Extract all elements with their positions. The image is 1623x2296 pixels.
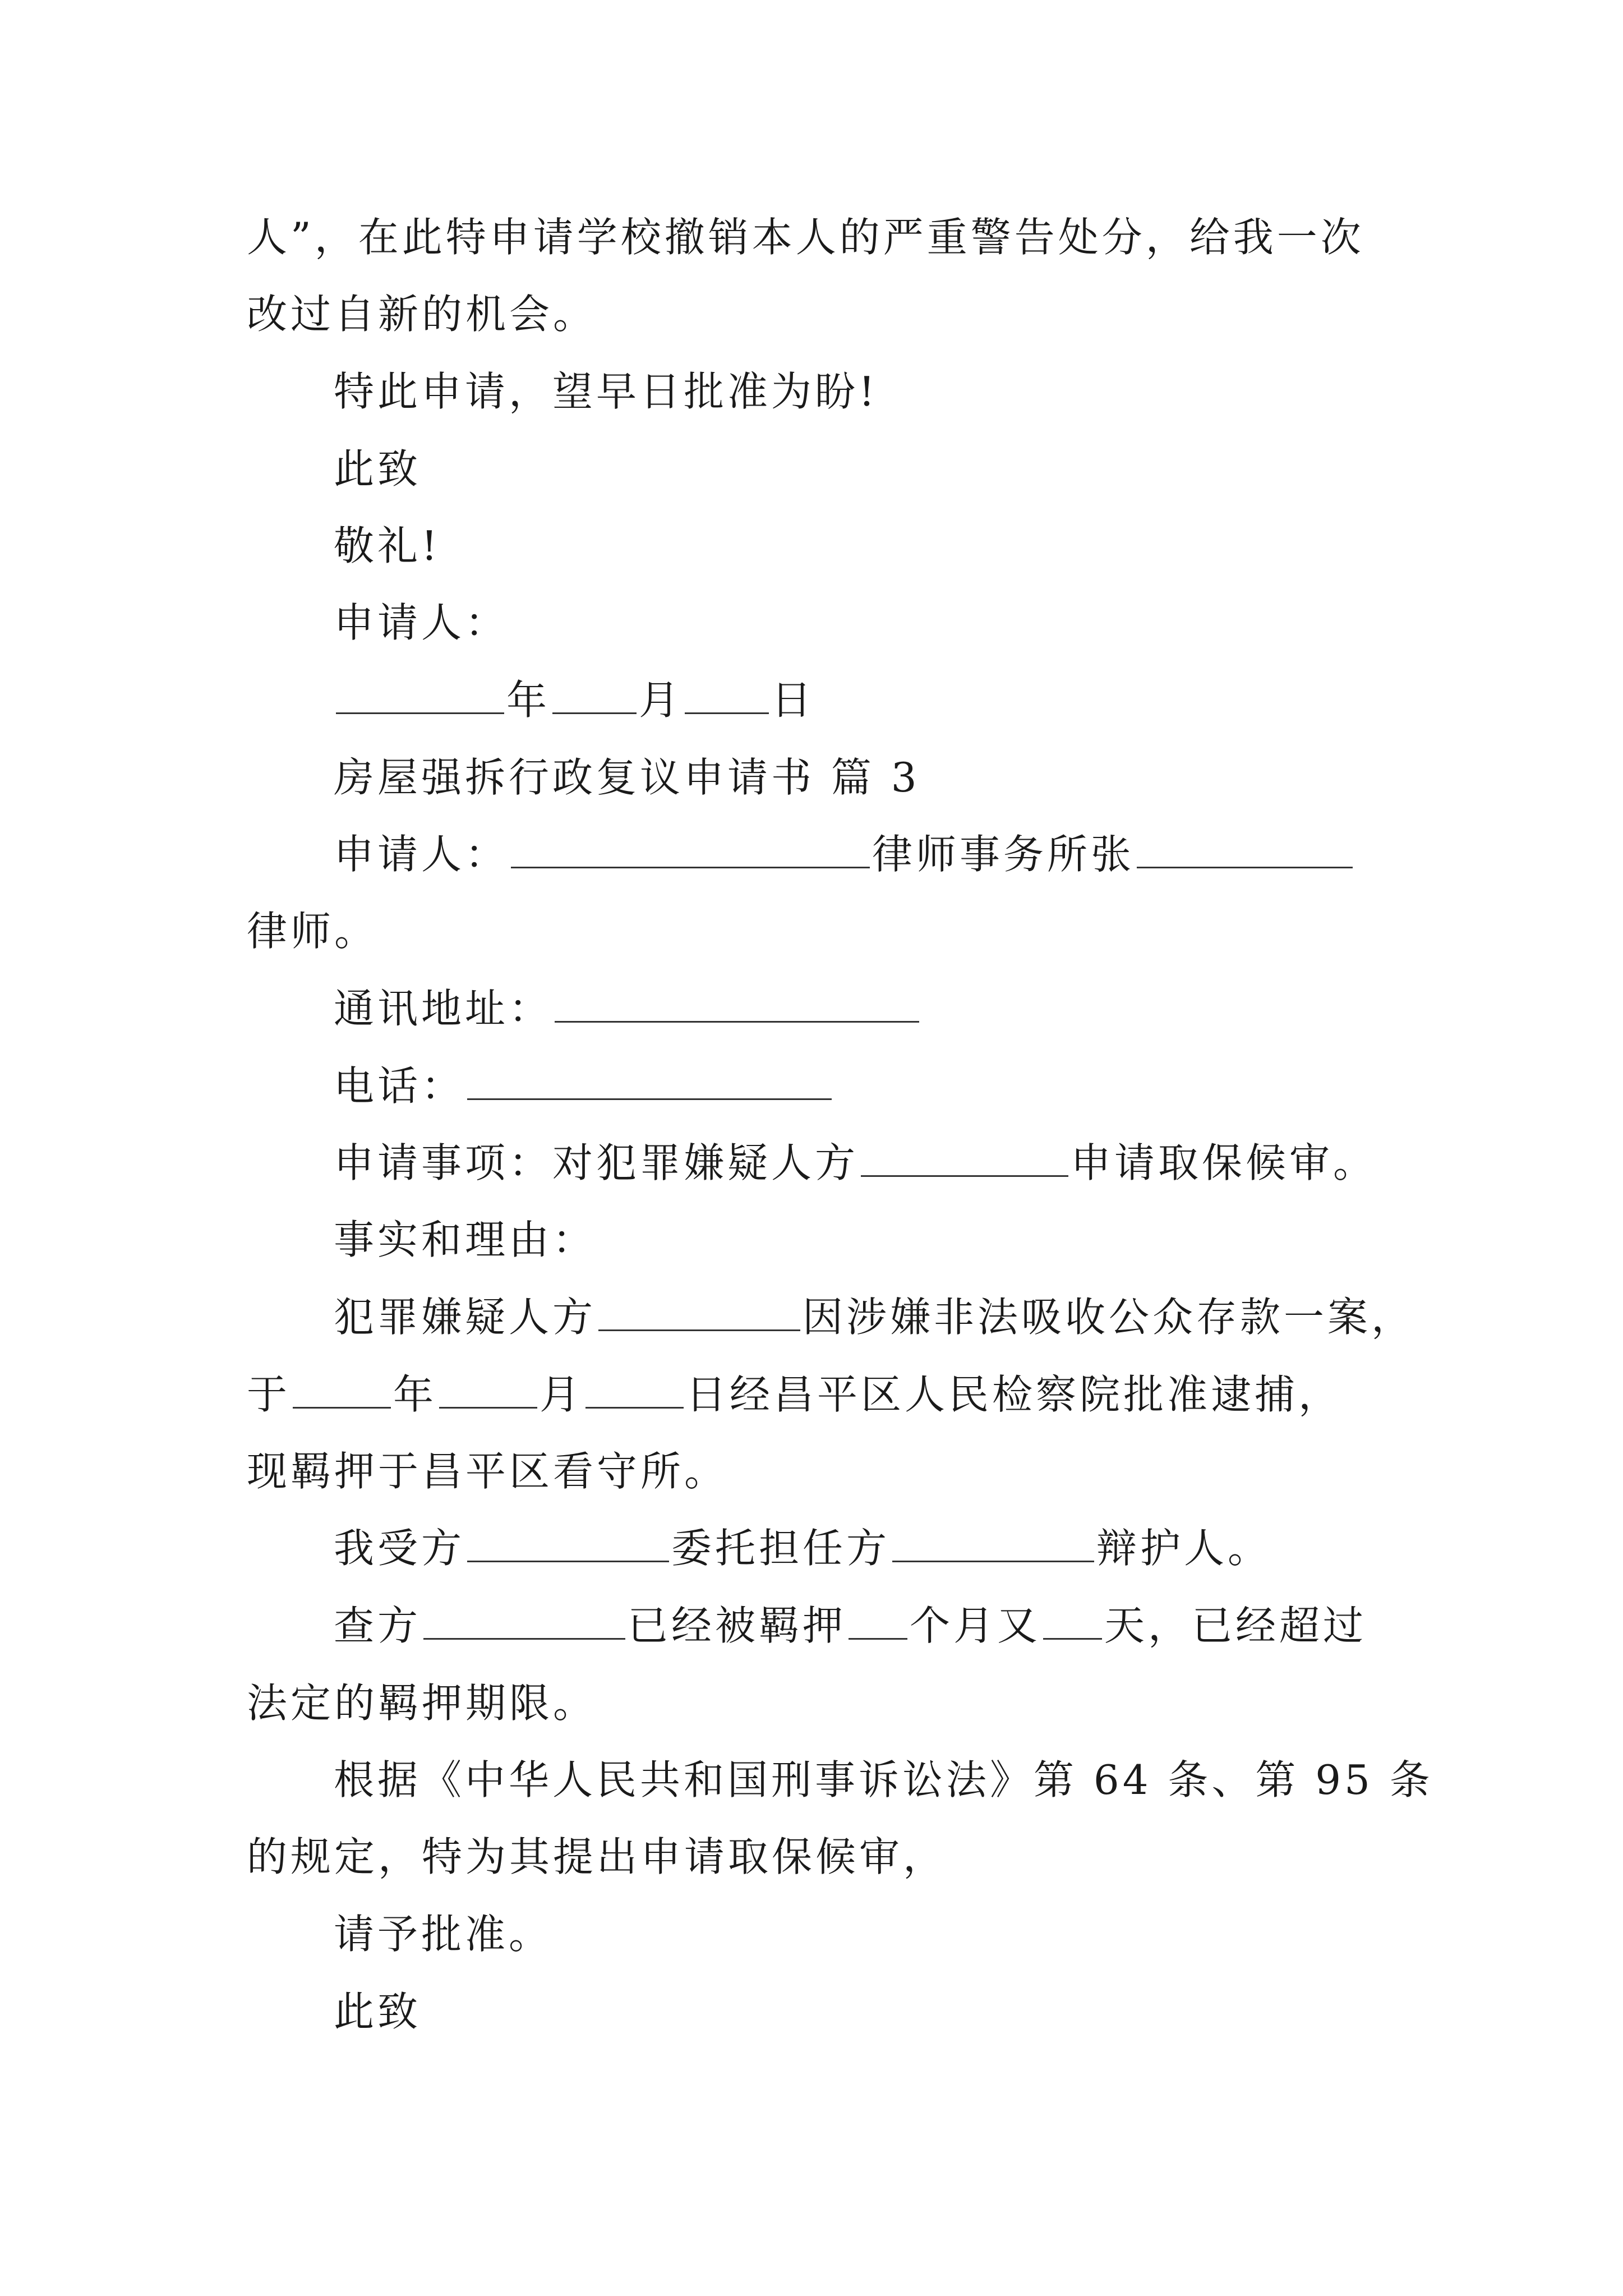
- blank-field: [585, 1370, 684, 1409]
- text-line: 的规定，特为其提出申请取保候审，: [247, 1833, 947, 1880]
- blank-field: [1137, 830, 1353, 868]
- blank-field: [598, 1292, 800, 1331]
- facts-text: 年: [393, 1371, 437, 1418]
- facts-text: 犯罪嫌疑人方: [334, 1294, 597, 1341]
- facts-text: 因涉嫌非法吸收公众存款一案，: [803, 1294, 1415, 1341]
- entrust-text: 辩护人。: [1096, 1525, 1272, 1572]
- phone-line: [334, 1059, 834, 1113]
- facts-text: 月: [540, 1371, 584, 1418]
- text-line: 请予批准。: [334, 1911, 553, 1958]
- blank-field: [849, 1601, 907, 1640]
- address-label: 通讯地址：: [334, 985, 553, 1032]
- detention-text: 查方: [334, 1602, 422, 1649]
- detention-text: 已经被羁押: [628, 1602, 847, 1649]
- facts-line: [334, 1290, 1415, 1344]
- text-line: 法定的羁押期限。: [247, 1680, 597, 1727]
- address-line: [334, 982, 921, 1036]
- facts-label: 事实和理由：: [334, 1216, 597, 1263]
- date-month-label: 月: [639, 677, 683, 724]
- detention-line: [334, 1599, 1367, 1653]
- blank-field: [511, 830, 870, 868]
- blank-field: [552, 675, 637, 714]
- detention-text: 天，已经超过: [1104, 1602, 1367, 1649]
- blank-field: [861, 1138, 1068, 1177]
- blank-field: [555, 984, 919, 1023]
- entrust-text: 委托担任方: [671, 1525, 891, 1572]
- text-line: 申请人：: [334, 599, 509, 646]
- date-line: [334, 673, 815, 727]
- request-line: [334, 1136, 1377, 1190]
- detention-text: 个月又: [910, 1602, 1041, 1649]
- facts-text: 日经昌平区人民检察院批准逮捕，: [686, 1371, 1343, 1418]
- request-prefix: 申请事项：对犯罪嫌疑人方: [334, 1139, 859, 1186]
- blank-field: [467, 1524, 669, 1562]
- text-line: 律师。: [247, 908, 379, 955]
- text-line: 此致: [334, 1988, 422, 2035]
- text-line: 此致: [334, 445, 422, 493]
- text-line: 根据《中华人民共和国刑事诉讼法》第 64 条、第 95 条: [334, 1756, 1433, 1803]
- entrust-text: 我受方: [334, 1525, 465, 1572]
- blank-field: [293, 1370, 391, 1409]
- text-line: 敬礼!: [334, 522, 441, 569]
- entrust-line: [334, 1521, 1271, 1575]
- blank-field: [1043, 1601, 1102, 1640]
- applicant-line: [334, 827, 1355, 881]
- date-day-label: 日: [771, 677, 815, 724]
- blank-field: [685, 675, 769, 714]
- request-suffix: 申请取保候审。: [1071, 1139, 1377, 1186]
- text-line: 人”，在此特申请学校撤销本人的严重警告处分，给我一次: [247, 214, 1364, 261]
- blank-field: [439, 1370, 537, 1409]
- facts-text: 于: [247, 1371, 291, 1418]
- date-year-label: 年: [506, 677, 551, 724]
- text-line: 现羁押于昌平区看守所。: [247, 1448, 728, 1495]
- text-line: 改过自新的机会。: [247, 291, 597, 338]
- facts-line: [247, 1368, 1342, 1421]
- applicant-label: 申请人：: [334, 831, 509, 878]
- blank-field: [467, 1061, 832, 1100]
- blank-field: [423, 1601, 625, 1640]
- section-title: 房屋强拆行政复议申请书 篇 3: [334, 754, 920, 801]
- applicant-firm: 律师事务所张: [872, 831, 1135, 878]
- blank-field: [892, 1524, 1094, 1562]
- text-line: 特此申请，望早日批准为盼!: [334, 368, 878, 415]
- blank-field: [336, 675, 504, 714]
- phone-label: 电话：: [334, 1062, 465, 1110]
